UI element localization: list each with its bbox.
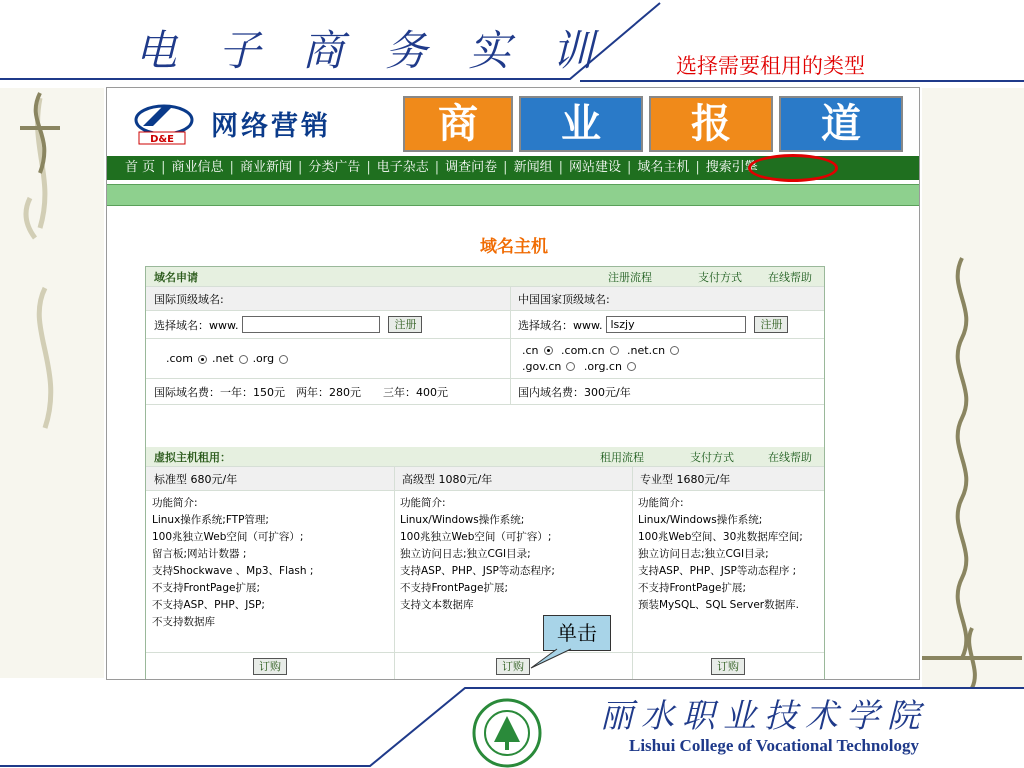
link-register-process[interactable]: 注册流程 <box>608 270 652 284</box>
highlight-circle <box>748 154 838 182</box>
site-logo-text: 网络营销 <box>211 111 331 142</box>
feature-line: 不支持数据库 <box>152 616 215 628</box>
green-divider-band <box>107 184 920 206</box>
domain-suffix-row <box>146 339 824 379</box>
domain-input-row <box>146 311 824 339</box>
slide-subtitle: 选择需要租用的类型 <box>676 54 865 78</box>
intl-domain-input[interactable] <box>242 316 380 333</box>
nav-item-home[interactable]: 首 页 <box>125 160 156 175</box>
nav-item[interactable]: 电子杂志 <box>376 160 429 175</box>
logo-emblem-text: D&E <box>150 134 174 145</box>
feature-line: 独立访问日志;独立CGI目录; <box>638 548 769 560</box>
suffix-label: .com.cn <box>561 344 605 357</box>
feature-line: 不支持FrontPage扩展; <box>400 582 509 594</box>
main-nav: 首 页 | 商业信息 | 商业新闻 | 分类广告 | 电子杂志 | 调查问卷 | 新闻组 | 网站建设 | 域名主机 | 搜索引擎 <box>107 156 920 180</box>
suffix-label: .net.cn <box>627 344 666 357</box>
plan-features-row <box>146 491 824 653</box>
suffix-label: .org.cn <box>583 360 622 373</box>
intl-domain-label: 国际顶级域名: <box>154 292 224 306</box>
callout-pointer <box>527 648 577 670</box>
hosting-header-row <box>146 447 824 467</box>
section-title: 域名主机 <box>480 237 548 257</box>
banner-char: 报 <box>649 96 773 152</box>
link-payment[interactable]: 支付方式 <box>698 270 742 284</box>
cn-register-button[interactable]: 注册 <box>754 316 788 333</box>
feature-line: Linux/Windows操作系统; <box>400 514 525 526</box>
left-vine-decoration <box>0 88 104 678</box>
link-help[interactable]: 在线帮助 <box>768 450 812 464</box>
link-payment[interactable]: 支付方式 <box>690 450 734 464</box>
radio-com-cn[interactable] <box>610 346 619 355</box>
feature-line: 预装MySQL、SQL Server数据库. <box>638 599 799 611</box>
click-callout: 单击 <box>543 615 611 651</box>
nav-item[interactable]: 商业信息 <box>171 160 224 175</box>
feature-line: 功能简介: <box>400 497 446 509</box>
radio-net[interactable] <box>239 355 248 364</box>
feature-line: 100兆独立Web空间（可扩容）; <box>152 531 304 543</box>
radio-org[interactable] <box>279 355 288 364</box>
feature-line: 支持文本数据库 <box>400 599 474 611</box>
feature-line: 支持ASP、PHP、JSP等动态程序 ; <box>638 565 797 577</box>
hosting-heading: 虚拟主机租用： <box>154 450 231 464</box>
right-vine-decoration <box>922 88 1024 688</box>
radio-net-cn[interactable] <box>670 346 679 355</box>
college-name-cn: 丽水职业技术学院 <box>600 696 928 735</box>
suffix-label: .com <box>166 352 193 365</box>
link-help[interactable]: 在线帮助 <box>768 270 812 284</box>
link-rent-process[interactable]: 租用流程 <box>600 450 644 464</box>
order-button-advanced[interactable]: 订购 <box>496 658 530 675</box>
suffix-label: .net <box>212 352 234 365</box>
banner-char: 商 <box>403 96 513 152</box>
web-screenshot <box>106 87 920 680</box>
radio-org-cn[interactable] <box>627 362 636 371</box>
suffix-label: .org <box>252 352 275 365</box>
intl-register-button[interactable]: 注册 <box>388 316 422 333</box>
select-domain-label: 选择域名：www. <box>518 318 603 332</box>
feature-line: 不支持ASP、PHP、JSP; <box>152 599 265 611</box>
cn-domain-label: 中国国家顶级域名: <box>518 292 610 306</box>
nav-item[interactable]: 分类广告 <box>308 160 361 175</box>
radio-gov-cn[interactable] <box>566 362 575 371</box>
intl-fee-text: 国际域名费：一年：150元 两年：280元 三年：400元 <box>154 385 448 399</box>
cn-domain-input[interactable]: lszjy <box>606 316 746 333</box>
nav-item[interactable]: 调查问卷 <box>445 160 498 175</box>
radio-com[interactable] <box>198 355 207 364</box>
plan-name: 高级型 1080元/年 <box>402 472 493 486</box>
feature-line: 功能简介: <box>152 497 198 509</box>
feature-line: 支持Shockwave 、Mp3、Flash ; <box>152 565 314 577</box>
feature-line: 留言板;网站计数器 ; <box>152 548 247 560</box>
cn-fee-text: 国内域名费：300元/年 <box>518 385 631 399</box>
plan-features <box>146 491 394 631</box>
order-button-standard[interactable]: 订购 <box>253 658 287 675</box>
banner-char: 道 <box>779 96 903 152</box>
nav-item[interactable]: 新闻组 <box>513 160 553 175</box>
select-domain-label: 选择域名：www. <box>154 318 239 332</box>
plan-name: 标准型 680元/年 <box>154 472 238 486</box>
domain-fee-row <box>146 379 824 405</box>
logo-emblem-icon <box>129 100 199 146</box>
banner-char: 业 <box>519 96 643 152</box>
suffix-label: .gov.cn <box>522 360 562 373</box>
domain-label-row <box>146 287 824 311</box>
domain-heading: 域名申请 <box>154 270 198 284</box>
nav-item[interactable]: 搜索引擎 <box>705 160 758 175</box>
slide-title: 电 子 商 务 实 训 <box>135 26 608 75</box>
college-seal-icon <box>472 698 542 768</box>
suffix-label: .cn <box>522 344 539 357</box>
radio-cn[interactable] <box>544 346 553 355</box>
nav-item[interactable]: 网站建设 <box>568 160 621 175</box>
nav-item[interactable]: 商业新闻 <box>239 160 292 175</box>
feature-line: 独立访问日志;独立CGI目录; <box>400 548 531 560</box>
order-row <box>146 653 824 680</box>
domain-header-row <box>146 267 824 287</box>
feature-line: Linux/Windows操作系统; <box>638 514 763 526</box>
feature-line: 不支持FrontPage扩展; <box>638 582 747 594</box>
plan-name-row <box>146 467 824 491</box>
feature-line: 100兆Web空间、30兆数据库空间; <box>638 531 803 543</box>
college-name-en: Lishui College of Vocational Technology <box>629 736 919 755</box>
feature-line: 支持ASP、PHP、JSP等动态程序; <box>400 565 555 577</box>
feature-line: 不支持FrontPage扩展; <box>152 582 261 594</box>
site-banner <box>107 88 920 156</box>
feature-line: 功能简介: <box>638 497 684 509</box>
content-table <box>145 266 825 680</box>
plan-name: 专业型 1680元/年 <box>640 472 731 486</box>
feature-line: 100兆独立Web空间（可扩容）; <box>400 531 552 543</box>
plan-features <box>632 491 824 614</box>
plan-features <box>394 491 632 614</box>
nav-item-domain-hosting[interactable]: 域名主机 <box>637 160 690 175</box>
order-button-professional[interactable]: 订购 <box>711 658 745 675</box>
feature-line: Linux操作系统;FTP管理; <box>152 514 269 526</box>
